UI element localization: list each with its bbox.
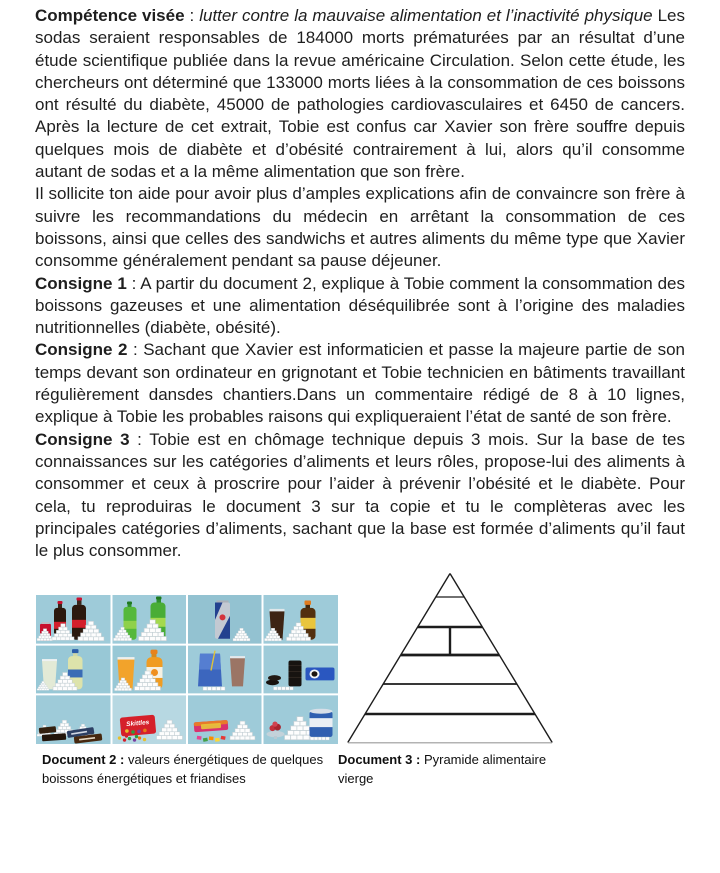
figures-row	[0, 572, 720, 788]
competence-italic-objective: lutter contre la mauvaise alimentation et l’inactivité physique	[199, 6, 653, 25]
ice-cream-tub	[310, 709, 333, 737]
paragraph-consigne-2	[35, 339, 685, 428]
paragraph-consigne-3	[35, 429, 685, 563]
consigne-1-lead: Consigne 1	[35, 273, 127, 293]
document-2-photo	[36, 595, 338, 744]
consigne-2-body-text: : Sachant que Xavier est informaticien et passe la majeure partie de son temps devant son ordinateur en grignotant et Tobie technicien en bâtiments travaillant régulièrement dansdes chantiers.Dans un commentaire rédigé de 8 à 10 lignes, explique à Tobie les probables raisons qui expliqueraient l’état de santé de son frère.	[35, 340, 686, 427]
document-2-caption-text: valeurs énergétiques de quelques boissons énergétiques et friandises	[42, 752, 324, 786]
document-3-caption-text: Pyramide alimentaire vierge	[338, 752, 547, 786]
chocolate-milk-glass	[230, 657, 245, 687]
separator-colon: :	[184, 6, 200, 25]
paragraph-sollicitation	[35, 183, 685, 272]
pyramid-left-side	[348, 574, 450, 743]
consigne-2-lead: Consigne 2	[35, 340, 128, 360]
document-3-diagram	[338, 572, 566, 744]
skittles-bag-label: Skittles	[125, 719, 150, 729]
competence-visee-lead: Compétence visée	[35, 6, 185, 25]
competence-body-text: Les sodas seraient responsables de 184000 morts prématurées par an résultat d’une étude scientifique publiée dans la revue américaine Circulation. Selon cette étude, les chercheurs ont déterminé que 133000 morts liées à la consommation de ces boissons ont résulté du diabète, 45000 de pathologies cardiovasculaires et 6450 de cancers. Après la lecture de cet extrait, Tobie est confus car Xavier son frère souffre depuis quelques mois de diabète et d’obésité contrairement à lui, alors qu’il consomme autant de sodas et a la même alimentation que son frère.	[35, 6, 686, 182]
sugar-cube-row-icon	[311, 737, 330, 740]
paragraph-consigne-1	[35, 273, 685, 340]
document-3-caption	[338, 751, 562, 788]
document-2-caption	[36, 751, 330, 788]
consigne-3-lead: Consigne 3	[35, 429, 130, 449]
cookie-stack	[289, 661, 302, 687]
document-2-caption-lead: Document 2 :	[42, 752, 125, 768]
cookie-package	[306, 668, 335, 681]
sugar-collage-image	[36, 595, 338, 744]
energy-drink-can	[215, 601, 230, 639]
paragraph-competence-visee	[35, 5, 685, 183]
consigne-1-body-text: : A partir du document 2, explique à Tobie comment la consommation des boissons gazeuses et une alimentation déséquilibrée sont à l’origine des maladies nutritionnelles (diabète, obésité).	[35, 273, 686, 338]
sugar-cube-row-icon	[203, 687, 225, 690]
juice-pouch	[198, 651, 222, 687]
sugar-cube-row-icon	[274, 687, 294, 690]
consigne-3-body-text: : Tobie est en chômage technique depuis 3 mois. Sur la base de tes connaissances sur les catégories d’aliments et leurs rôles, propose-lui des aliments à consommer et ceux à proscrire pour l’aider à prévenir l’obésité et le diabète. Pour cela, tu reproduiras le document 3 sur ta copie et tu le complèteras avec les principales catégories d’aliments, sachant que la base est formée d’aliments qu’il faut le plus consommer.	[35, 429, 686, 561]
skittles-bag	[120, 715, 157, 737]
cookie	[268, 676, 281, 682]
document-3-caption-lead: Document 3 :	[338, 752, 421, 768]
food-pyramid-diagram	[347, 572, 553, 744]
sollicitation-body-text: Il sollicite ton aide pour avoir plus d’amples explications afin de convaincre son frère à suivre les recommandations du médecin en arrêtant la consommation de ces boissons, ainsi que celles des sandwichs et autres aliments du même type que Xavier consomme généralement pendant sa pause déjeuner.	[35, 184, 685, 271]
figure-document-2	[36, 595, 338, 788]
figure-document-3	[338, 572, 566, 788]
pyramid-right-side	[450, 574, 552, 743]
